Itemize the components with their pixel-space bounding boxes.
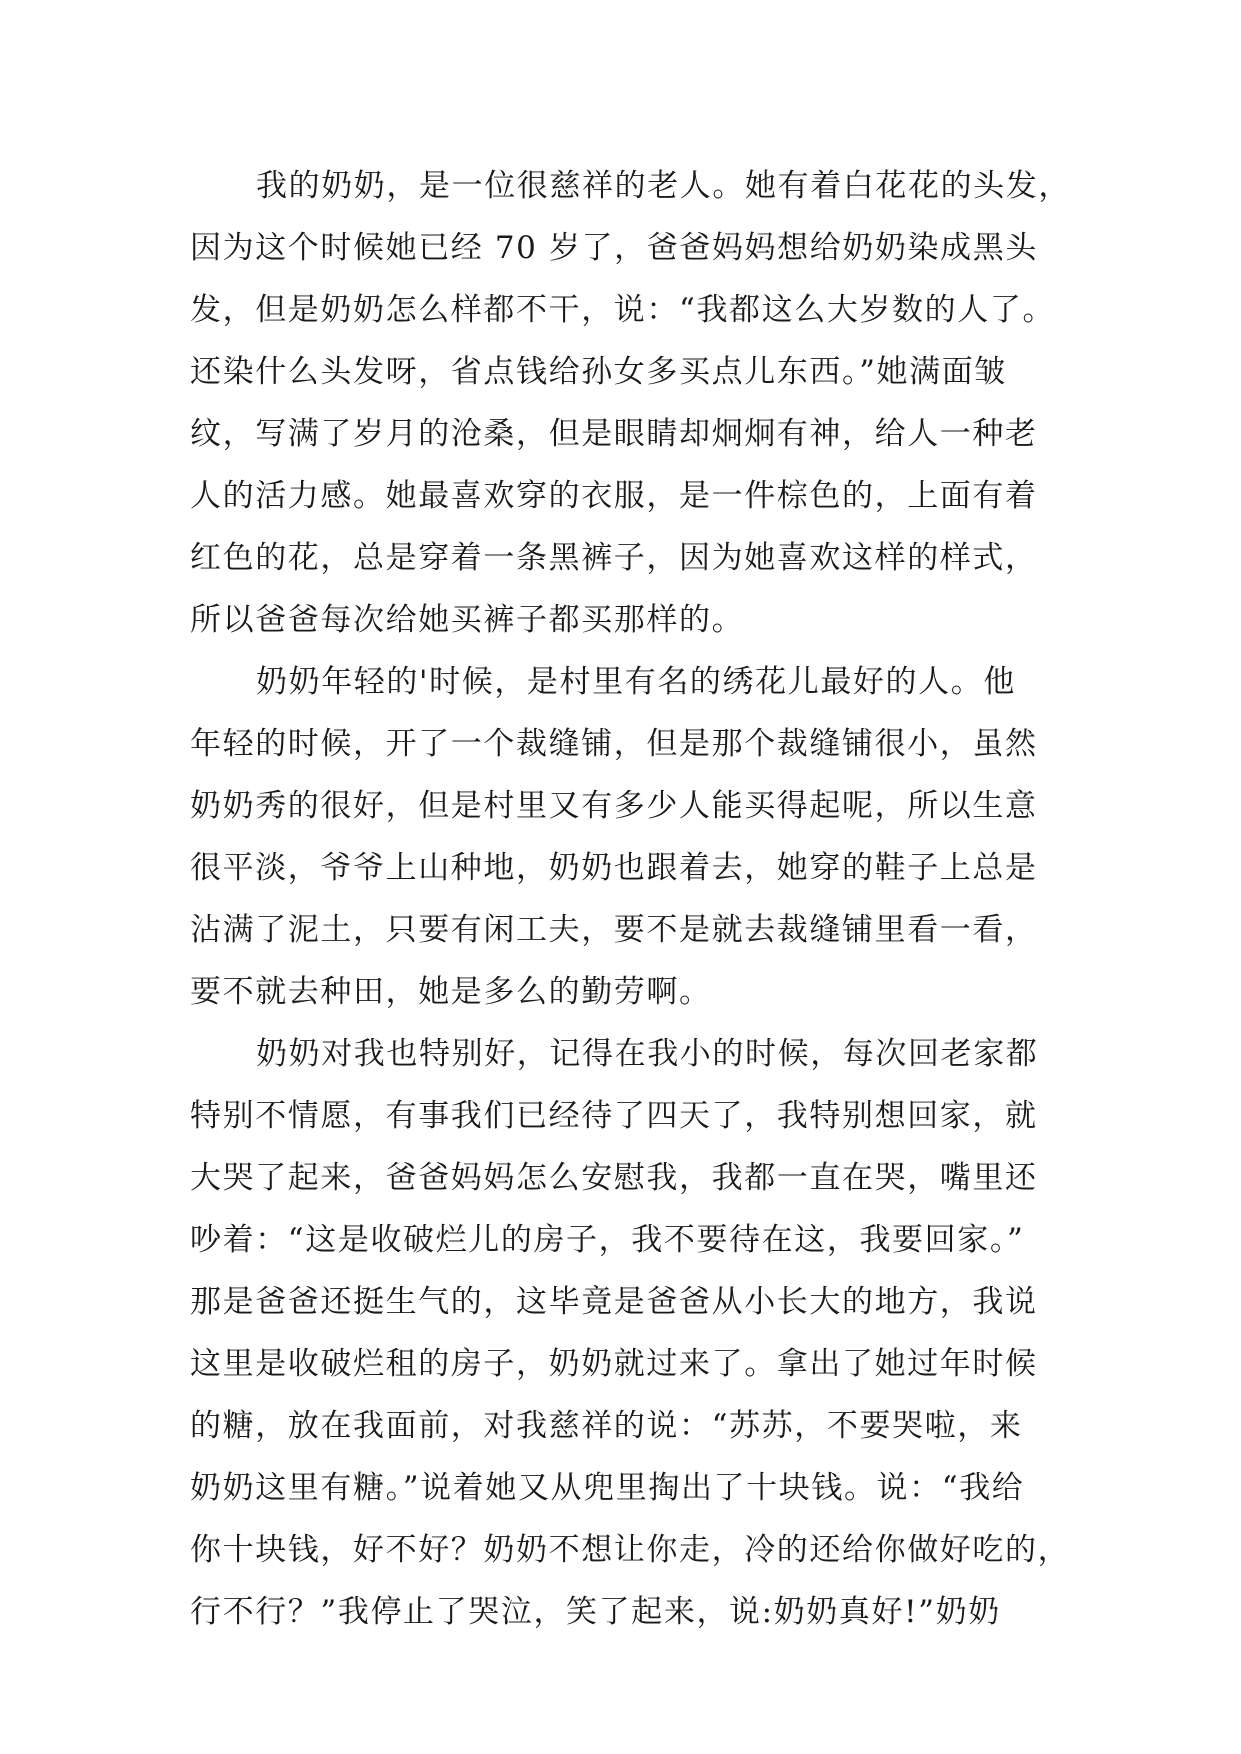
paragraph-1-line-1: 我的奶奶，是一位很慈祥的老人。她有着白花花的头发， bbox=[256, 168, 1071, 204]
paragraph-3-line-1: 奶奶对我也特别好，记得在我小的时候，每次回老家都 bbox=[256, 1036, 1039, 1072]
paragraph-1-line-7: 红色的花，总是穿着一条黑裤子，因为她喜欢这样的样式， bbox=[190, 540, 1038, 576]
paragraph-1-line-2: 因为这个时候她已经 70 岁了，爸爸妈妈想给奶奶染成黑头 bbox=[190, 230, 1038, 266]
paragraph-2-line-6: 要不就去种田，她是多么的勤劳啊。 bbox=[190, 974, 712, 1010]
paragraph-3-line-4: 吵着：“这是收破烂儿的房子，我不要待在这，我要回家。” bbox=[190, 1222, 1025, 1258]
paragraph-2-line-1: 奶奶年轻的'时候，是村里有名的绣花儿最好的人。他 bbox=[256, 664, 1016, 700]
paragraph-3-line-7: 的糖，放在我面前，对我慈祥的说：“苏苏，不要哭啦，来 bbox=[190, 1408, 1023, 1444]
paragraph-3-line-10: 行不行？”我停止了哭泣，笑了起来，说:奶奶真好!”奶奶 bbox=[190, 1594, 1001, 1630]
paragraph-2-line-2: 年轻的时候，开了一个裁缝铺，但是那个裁缝铺很小，虽然 bbox=[190, 726, 1038, 762]
paragraph-2-line-4: 很平淡，爷爷上山种地，奶奶也跟着去，她穿的鞋子上总是 bbox=[190, 850, 1038, 886]
essay-body bbox=[190, 155, 1070, 1643]
paragraph-1-line-3: 发，但是奶奶怎么样都不干，说：“我都这么大岁数的人了。 bbox=[190, 292, 1056, 328]
paragraph-1-line-6: 人的活力感。她最喜欢穿的衣服，是一件棕色的，上面有着 bbox=[190, 478, 1038, 514]
paragraph-1-line-4: 还染什么头发呀，省点钱给孙女多买点儿东西。”她满面皱 bbox=[190, 354, 1007, 390]
paragraph-3-line-5: 那是爸爸还挺生气的，这毕竟是爸爸从小长大的地方，我说 bbox=[190, 1284, 1038, 1320]
paragraph-3-line-3: 大哭了起来，爸爸妈妈怎么安慰我，我都一直在哭，嘴里还 bbox=[190, 1160, 1038, 1196]
paragraph-3-line-2: 特别不情愿，有事我们已经待了四天了，我特别想回家，就 bbox=[190, 1098, 1038, 1134]
paragraph-3-line-8: 奶奶这里有糖。”说着她又从兜里掏出了十块钱。说：“我给 bbox=[190, 1470, 1025, 1506]
paragraph-2-line-3: 奶奶秀的很好，但是村里又有多少人能买得起呢，所以生意 bbox=[190, 788, 1038, 824]
paragraph-3-line-6: 这里是收破烂租的房子，奶奶就过来了。拿出了她过年时候 bbox=[190, 1346, 1038, 1382]
paragraph-2-line-5: 沾满了泥土，只要有闲工夫，要不是就去裁缝铺里看一看， bbox=[190, 912, 1038, 948]
paragraph-1-line-5: 纹，写满了岁月的沧桑，但是眼睛却炯炯有神，给人一种老 bbox=[190, 416, 1038, 452]
paragraph-3-line-9: 你十块钱，好不好？奶奶不想让你走，冷的还给你做好吃的， bbox=[190, 1532, 1071, 1568]
paragraph-1-line-8: 所以爸爸每次给她买裤子都买那样的。 bbox=[190, 602, 745, 638]
